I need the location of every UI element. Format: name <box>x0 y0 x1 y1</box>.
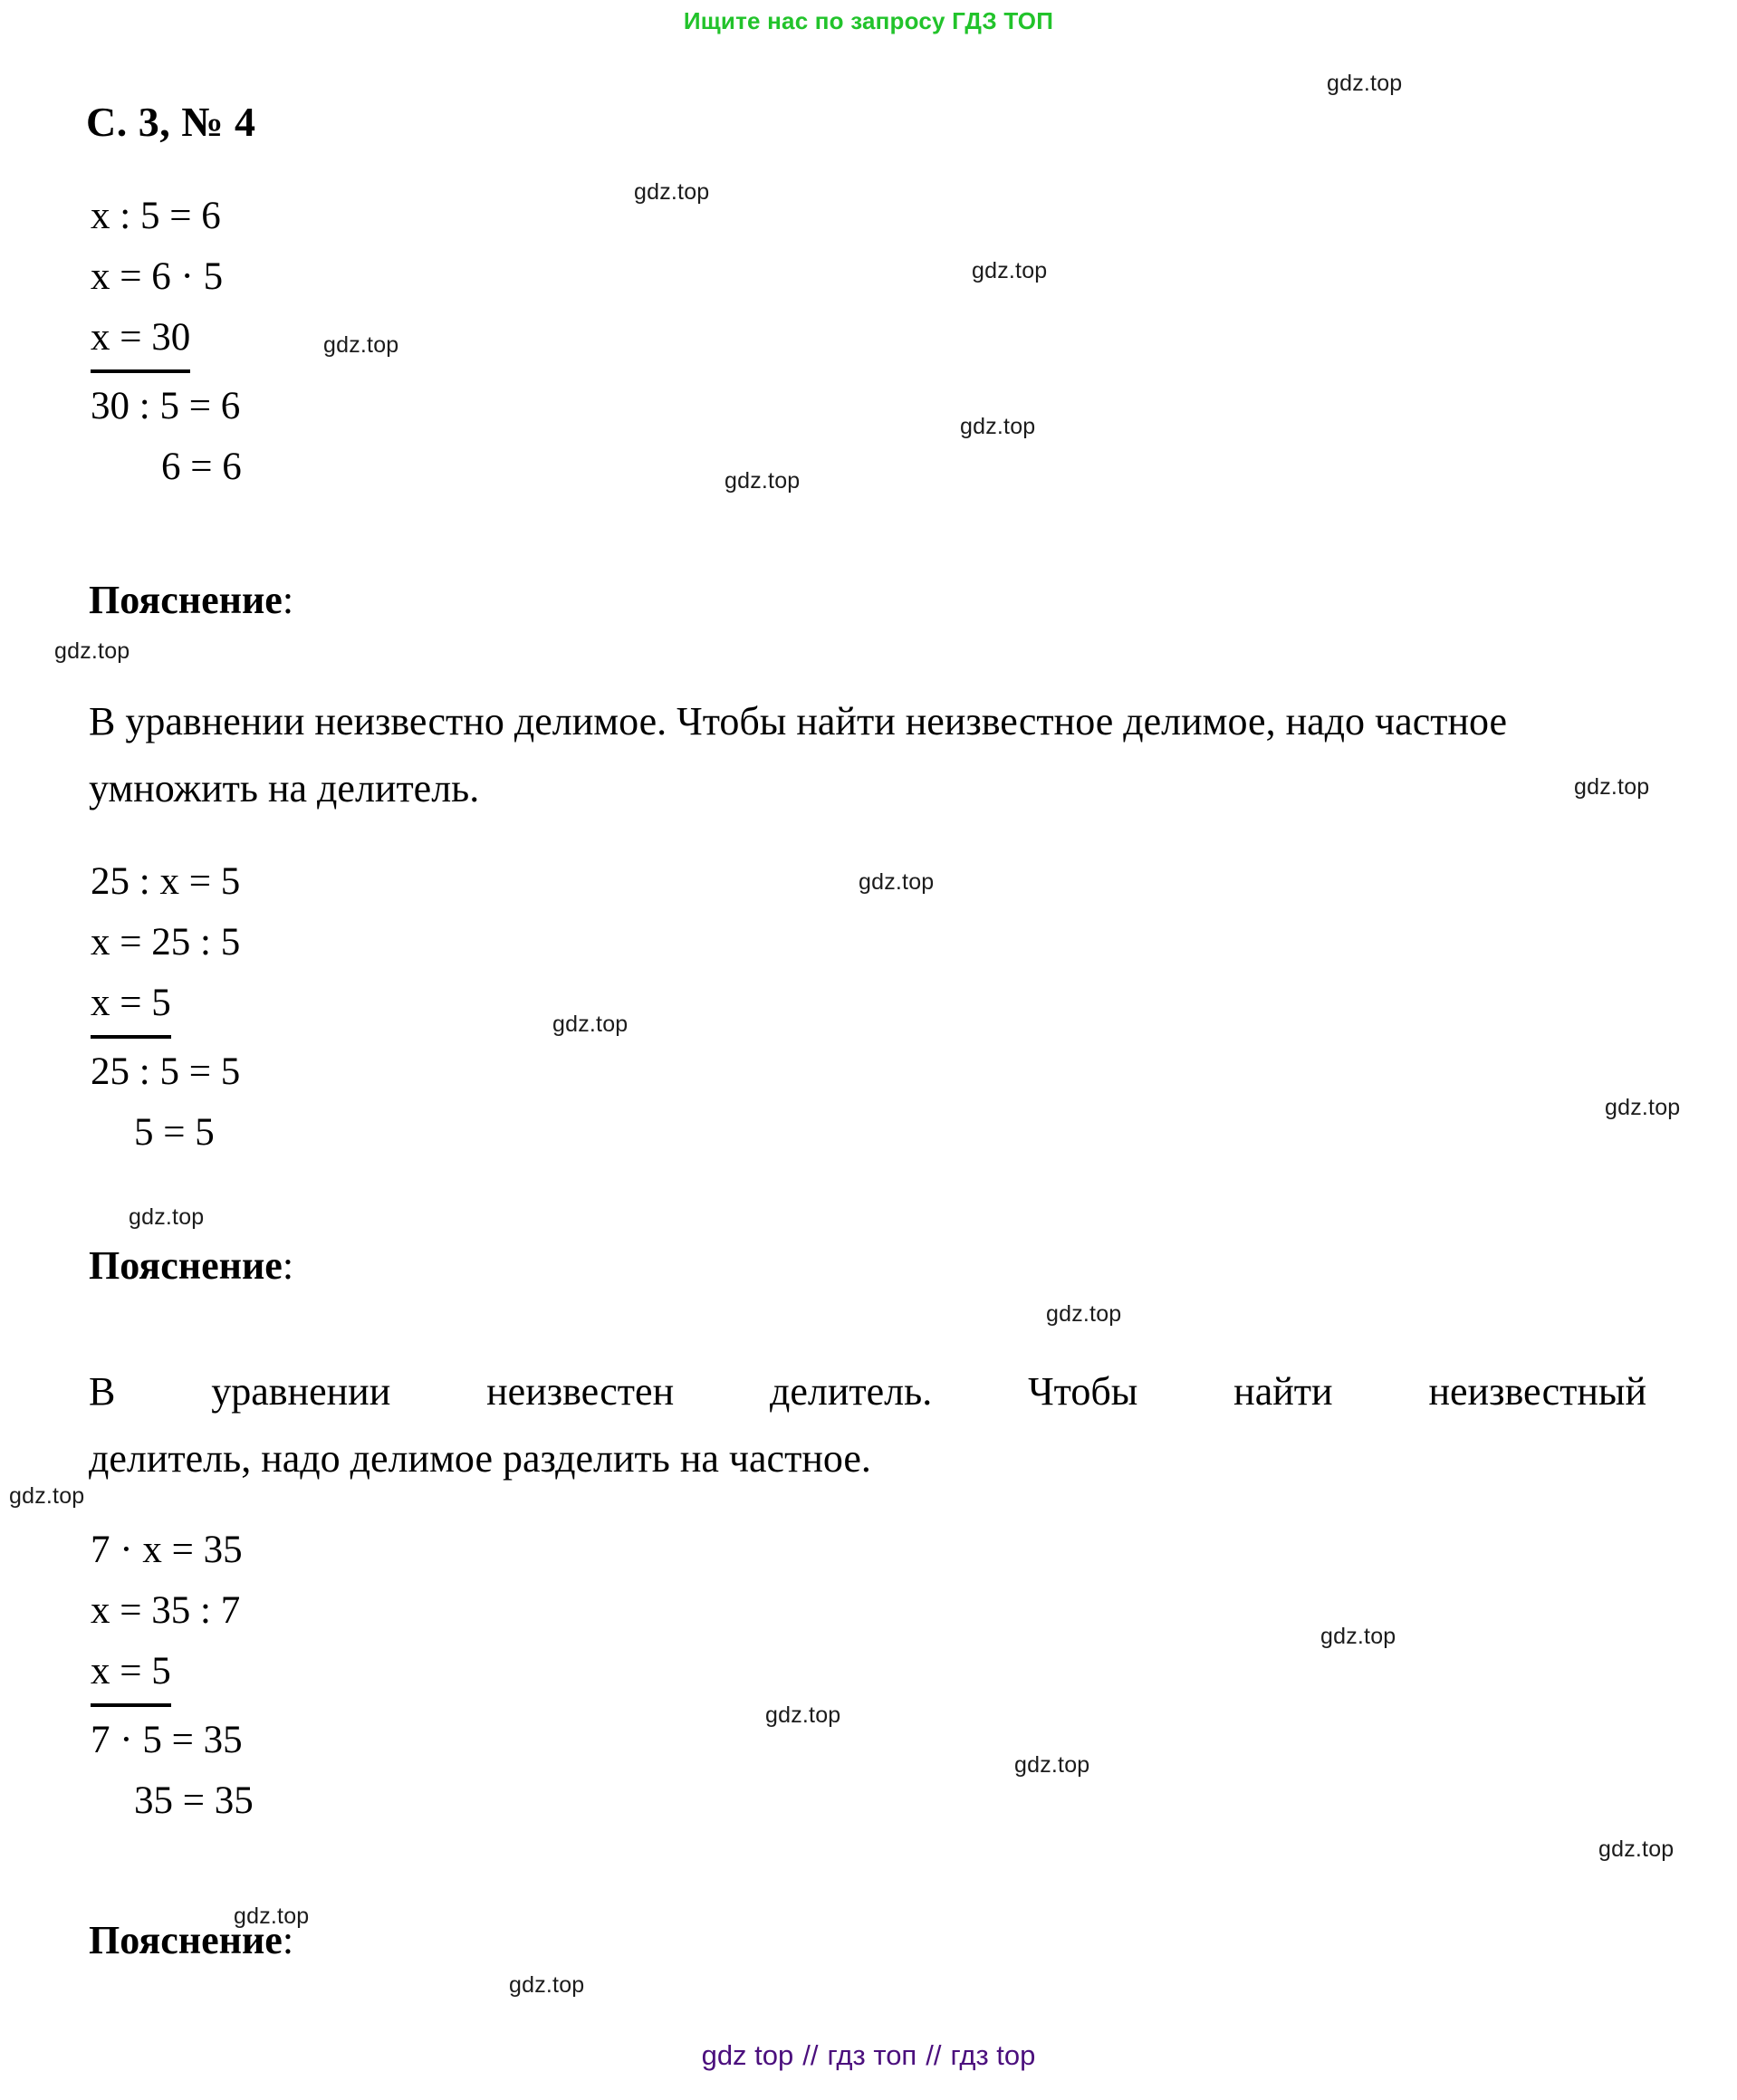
explanation-colon: : <box>282 1243 294 1288</box>
equation-line: 5 = 5 <box>134 1111 215 1154</box>
footer-part-3: гдз top <box>950 2039 1036 2071</box>
explanation-text-2 <box>89 1358 1646 1492</box>
equation-line-answer: x = 30 <box>91 307 190 373</box>
watermark: gdz.top <box>54 638 130 664</box>
watermark: gdz.top <box>1574 774 1650 800</box>
equation-line: x : 5 = 6 <box>91 195 221 237</box>
watermark: gdz.top <box>1605 1095 1681 1120</box>
footer-part-1: gdz top <box>701 2039 794 2071</box>
equation-line-answer: x = 5 <box>91 1641 171 1707</box>
watermark: gdz.top <box>509 1972 585 1998</box>
explanation-label: Пояснение <box>89 578 283 622</box>
watermark: gdz.top <box>1014 1752 1090 1778</box>
explanation-heading-2 <box>89 1242 293 1289</box>
equation-line: 7 · 5 = 35 <box>91 1719 243 1761</box>
equation-line: 6 = 6 <box>161 446 242 488</box>
watermark: gdz.top <box>725 468 801 494</box>
explanation-line: надо частное умножить на делитель. <box>89 699 1508 810</box>
watermark: gdz.top <box>634 179 710 205</box>
equation-block-3 <box>91 1520 254 1831</box>
site-footer <box>0 2039 1737 2072</box>
equation-line: 25 : x = 5 <box>91 860 241 903</box>
explanation-line: В уравнении неизвестен делитель. Чтобы найти неизвестный <box>89 1369 1646 1414</box>
watermark: gdz.top <box>1320 1624 1396 1649</box>
explanation-label: Пояснение <box>89 1918 283 1962</box>
equation-line: 35 = 35 <box>134 1779 254 1822</box>
equation-line: x = 6 · 5 <box>91 255 224 298</box>
watermark: gdz.top <box>9 1483 85 1509</box>
watermark: gdz.top <box>1598 1836 1675 1862</box>
page-title: С. 3, № 4 <box>86 99 256 145</box>
explanation-line: делитель, надо делимое разделить на частное. <box>89 1436 871 1481</box>
equation-line: x = 25 : 5 <box>91 921 241 964</box>
footer-separator: // <box>802 2039 819 2071</box>
explanation-label: Пояснение <box>89 1243 283 1288</box>
promo-banner: Ищите нас по запросу ГДЗ ТОП <box>683 7 1054 34</box>
watermark: gdz.top <box>859 869 935 895</box>
watermark: gdz.top <box>129 1204 205 1230</box>
watermark: gdz.top <box>552 1012 629 1037</box>
explanation-text-1 <box>89 688 1646 822</box>
watermark: gdz.top <box>323 332 399 358</box>
footer-part-2: гдз топ <box>827 2039 917 2071</box>
equation-line: 25 : 5 = 5 <box>91 1050 241 1093</box>
explanation-line: В уравнении неизвестно делимое. Чтобы найти неизвестное делимое, <box>89 699 1276 743</box>
footer-separator: // <box>926 2039 942 2071</box>
equation-line: x = 35 : 7 <box>91 1589 241 1632</box>
watermark: gdz.top <box>1327 71 1403 96</box>
watermark: gdz.top <box>1046 1301 1122 1327</box>
equation-block-2 <box>91 851 240 1163</box>
explanation-colon: : <box>282 578 294 622</box>
explanation-colon: : <box>282 1918 294 1962</box>
watermark: gdz.top <box>972 258 1048 283</box>
watermark: gdz.top <box>765 1702 841 1728</box>
equation-line-answer: x = 5 <box>91 973 171 1039</box>
watermark: gdz.top <box>960 414 1036 439</box>
watermark: gdz.top <box>234 1903 310 1929</box>
explanation-heading-1 <box>89 577 293 623</box>
equation-block-1 <box>91 186 242 497</box>
equation-line: 30 : 5 = 6 <box>91 385 241 427</box>
equation-line: 7 · x = 35 <box>91 1529 243 1571</box>
